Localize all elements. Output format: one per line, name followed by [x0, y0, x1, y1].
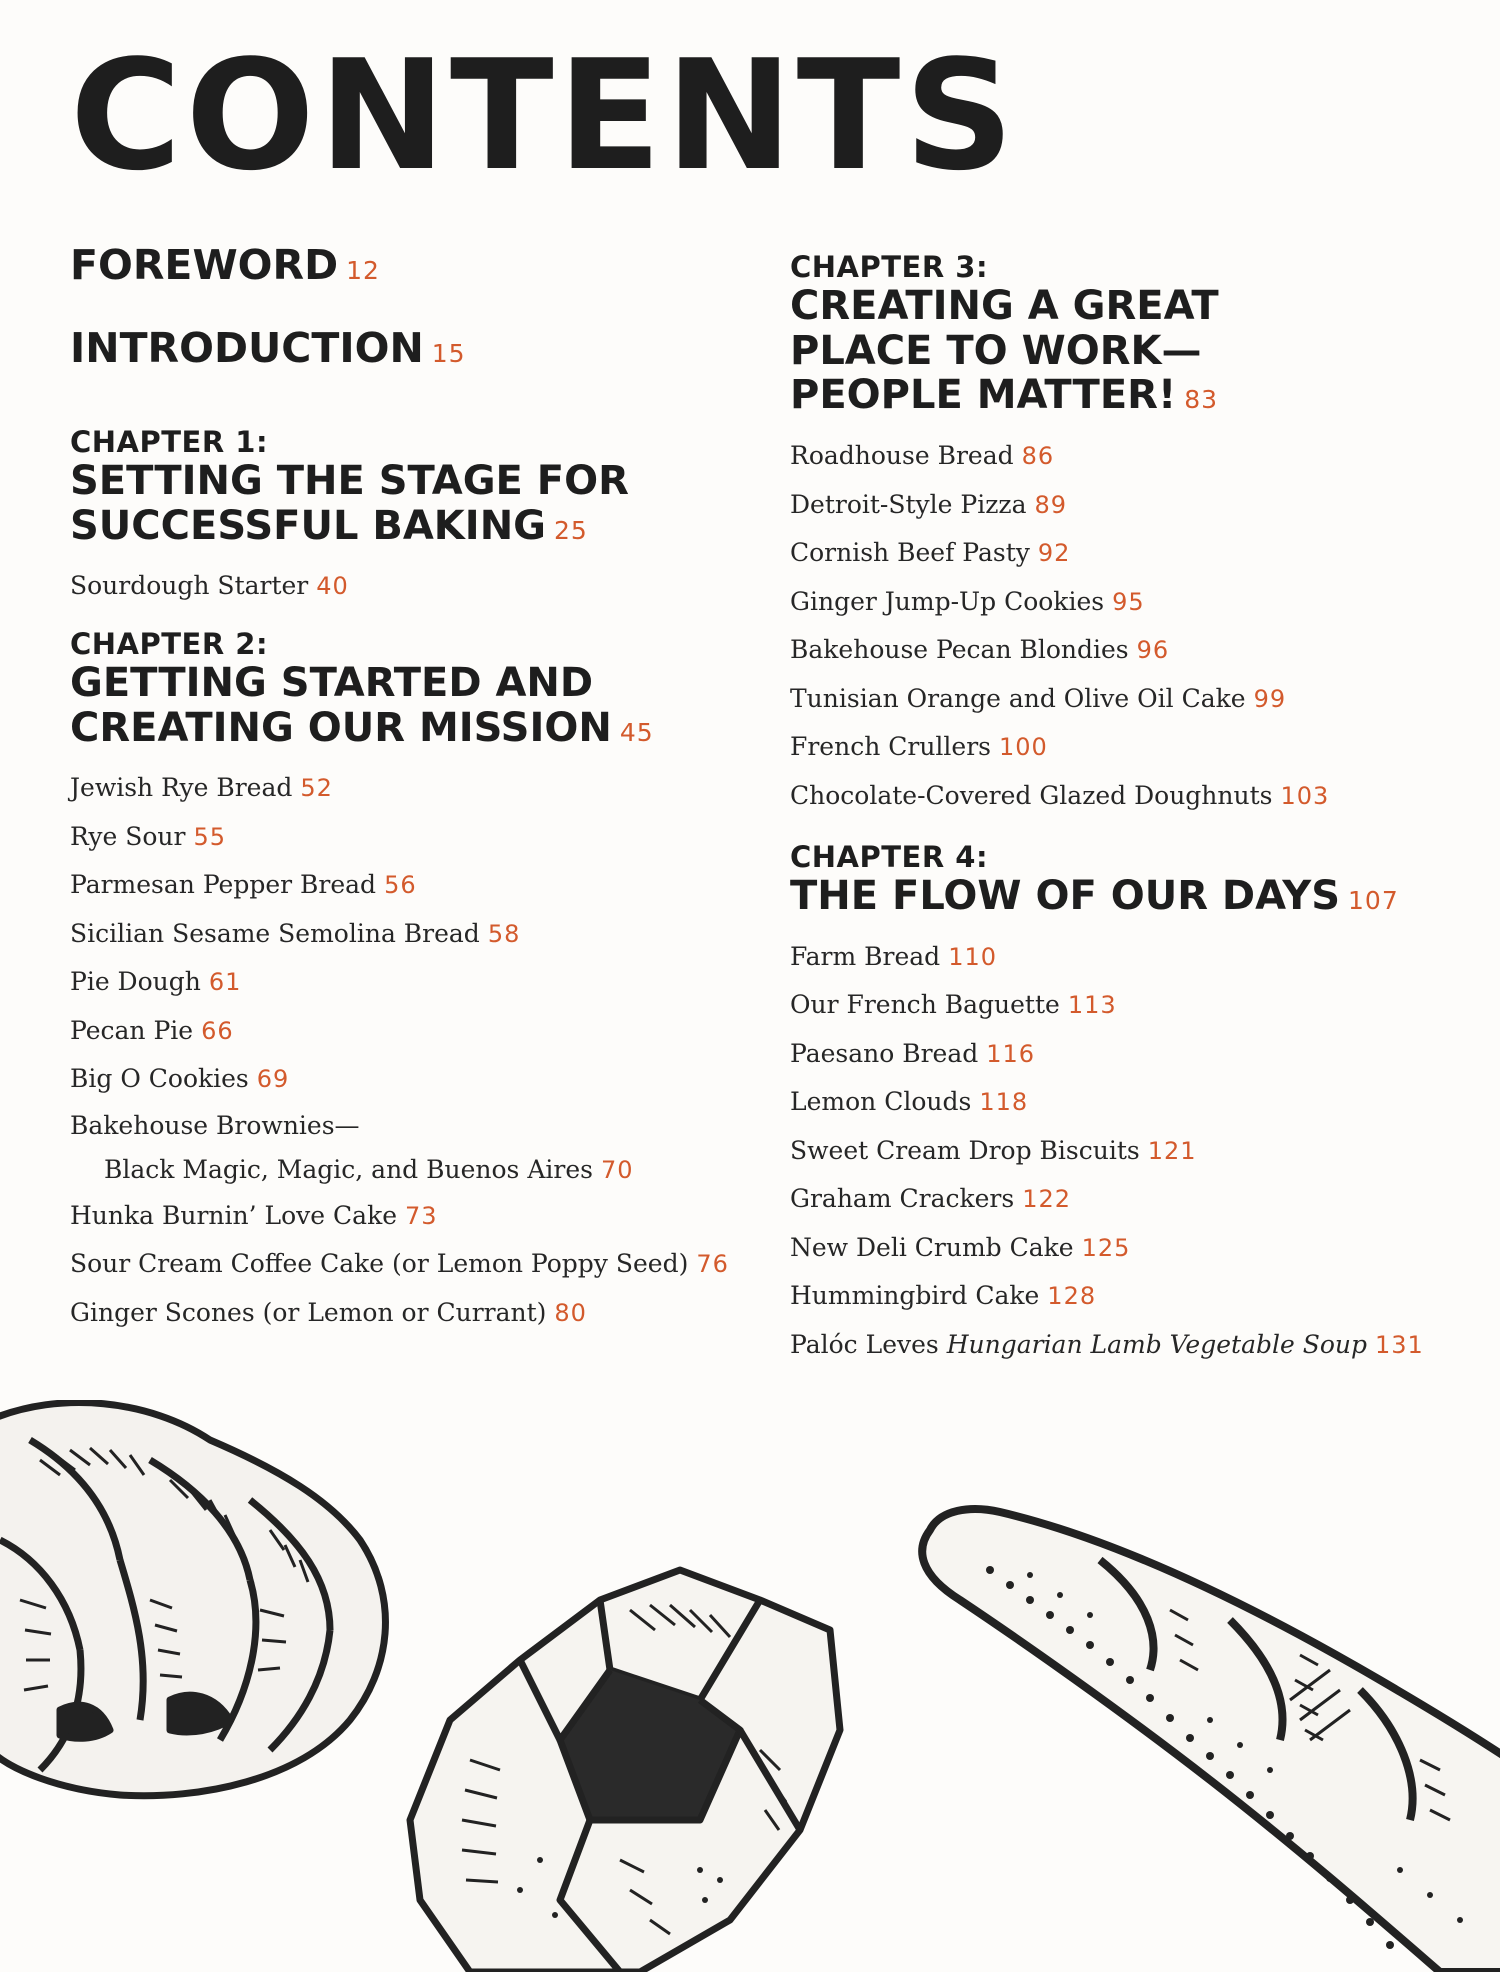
recipe-entry[interactable] — [70, 1192, 750, 1241]
page-number: 96 — [1136, 636, 1170, 665]
page-number: 116 — [986, 1039, 1036, 1068]
chapter-2-title[interactable] — [70, 661, 750, 751]
recipe-entry[interactable] — [70, 1007, 750, 1056]
chapter-3-title[interactable] — [790, 284, 1470, 418]
recipe-entry[interactable] — [70, 1055, 750, 1104]
recipe-name: Sicilian Sesame Semolina Bread — [70, 918, 480, 948]
foreword-label: FOREWORD — [70, 241, 339, 289]
chapter-title-line: SUCCESSFUL BAKING — [70, 502, 546, 549]
recipe-entry[interactable] — [70, 910, 750, 959]
chapter-title-line: SETTING THE STAGE FOR — [70, 457, 629, 504]
recipe-name: Rye Sour — [70, 821, 186, 851]
recipe-entry[interactable] — [70, 861, 750, 910]
page-number: 15 — [431, 339, 466, 368]
recipe-entry[interactable] — [790, 1224, 1470, 1273]
page-number: 122 — [1022, 1185, 1072, 1214]
chapter-title-line: GETTING STARTED AND — [70, 659, 594, 706]
chapter-4-title[interactable] — [790, 874, 1470, 919]
chapter-1-label: CHAPTER 1: — [70, 425, 269, 459]
recipe-entry[interactable] — [790, 981, 1470, 1030]
recipe-name: Hummingbird Cake — [790, 1281, 1040, 1311]
recipe-name: New Deli Crumb Cake — [790, 1232, 1074, 1262]
chapter-2-label: CHAPTER 2: — [70, 626, 269, 661]
page-number: 80 — [554, 1298, 587, 1327]
page-number: 70 — [600, 1155, 634, 1184]
introduction-label: INTRODUCTION — [70, 324, 424, 372]
recipe-entry[interactable] — [70, 813, 750, 862]
croissant-illustration — [0, 1403, 385, 1796]
chapter-title-line: THE FLOW OF OUR DAYS — [790, 873, 1341, 920]
page-number: 89 — [1034, 490, 1068, 519]
recipe-entry[interactable] — [790, 626, 1470, 675]
recipe-name: Sweet Cream Drop Biscuits — [790, 1135, 1140, 1165]
recipe-name: Hunka Burnin’ Love Cake — [70, 1200, 398, 1230]
recipe-name: Ginger Scones (or Lemon or Currant) — [70, 1297, 547, 1327]
page-number: 40 — [316, 572, 349, 601]
recipe-entry[interactable] — [70, 562, 750, 611]
recipe-name: French Crullers — [790, 732, 991, 762]
chapter-3-label: CHAPTER 3: — [790, 250, 989, 284]
baguette-illustration — [922, 1509, 1500, 1972]
recipe-entry[interactable] — [790, 1321, 1470, 1370]
toc-right-column — [790, 252, 1470, 1369]
recipe-entry[interactable] — [790, 1272, 1470, 1321]
page-number: 110 — [948, 942, 997, 971]
recipe-entry[interactable] — [70, 1240, 750, 1289]
page-number: 52 — [300, 774, 333, 803]
page-number: 107 — [1348, 886, 1399, 916]
page-number: 103 — [1280, 781, 1330, 810]
chapter-title-line: PEOPLE MATTER! — [790, 372, 1177, 419]
chapter-title-line: PLACE TO WORK— — [790, 327, 1202, 374]
chapter-2 — [70, 626, 750, 1337]
recipe-entry[interactable] — [70, 1104, 750, 1192]
recipe-name: Parmesan Pepper Bread — [70, 870, 377, 900]
recipe-entry[interactable] — [790, 933, 1470, 982]
recipe-entry[interactable] — [790, 772, 1470, 821]
recipe-list — [70, 764, 750, 1337]
recipe-name: Detroit-Style Pizza — [790, 489, 1027, 519]
recipe-entry[interactable] — [70, 1289, 750, 1338]
recipe-name: Pie Dough — [70, 967, 201, 997]
page-number: 61 — [208, 968, 242, 997]
page-number: 86 — [1021, 442, 1055, 471]
recipe-name: Tunisian Orange and Olive Oil Cake — [790, 683, 1246, 713]
recipe-name: Paesano Bread — [790, 1038, 979, 1068]
page-number: 121 — [1147, 1136, 1197, 1165]
recipe-list — [70, 562, 750, 611]
recipe-entry[interactable] — [70, 764, 750, 813]
page-number: 69 — [256, 1065, 290, 1094]
toc-entry-introduction[interactable] — [70, 324, 750, 372]
chapter-1 — [70, 427, 750, 611]
recipe-entry[interactable] — [790, 723, 1470, 772]
recipe-name: Our French Baguette — [790, 990, 1060, 1020]
toc-left-column — [70, 241, 750, 1337]
recipe-name: Big O Cookies — [70, 1064, 249, 1094]
page-number: 95 — [1112, 587, 1145, 616]
page-number: 45 — [619, 717, 654, 747]
bakery-illustrations — [0, 1400, 1500, 1972]
recipe-list — [790, 432, 1470, 820]
recipe-entry[interactable] — [790, 481, 1470, 530]
recipe-name: Jewish Rye Bread — [70, 773, 293, 803]
chapter-3 — [790, 252, 1470, 820]
recipe-name: Ginger Jump-Up Cookies — [790, 586, 1105, 616]
recipe-name: Bakehouse Pecan Blondies — [790, 635, 1129, 665]
recipe-entry[interactable] — [790, 1030, 1470, 1079]
recipe-name: Lemon Clouds — [790, 1087, 972, 1117]
recipe-name-continued: Black Magic, Magic, and Buenos Aires — [104, 1154, 593, 1184]
page-number: 73 — [405, 1201, 438, 1230]
page-number: 56 — [384, 871, 417, 900]
recipe-entry[interactable] — [790, 675, 1470, 724]
page-title: CONTENTS — [70, 27, 1018, 204]
recipe-name: Palóc Leves — [790, 1329, 939, 1359]
page-number: 58 — [487, 919, 521, 948]
recipe-entry[interactable] — [790, 1175, 1470, 1224]
page-number: 83 — [1184, 385, 1219, 415]
recipe-name-translation: Hungarian Lamb Vegetable Soup — [946, 1329, 1368, 1359]
chapter-title-line: CREATING A GREAT — [790, 282, 1219, 329]
recipe-name: Sour Cream Coffee Cake (or Lemon Poppy Seed) — [70, 1249, 689, 1279]
page-number: 55 — [193, 822, 227, 851]
page-number: 99 — [1253, 684, 1287, 713]
page-number: 66 — [201, 1016, 234, 1045]
recipe-name: Sourdough Starter — [70, 571, 309, 601]
recipe-entry[interactable] — [790, 1078, 1470, 1127]
recipe-entry[interactable] — [790, 432, 1470, 481]
toc-entry-foreword[interactable] — [70, 241, 750, 289]
page-number: 128 — [1047, 1282, 1097, 1311]
recipe-entry[interactable] — [790, 529, 1470, 578]
recipe-entry[interactable] — [70, 958, 750, 1007]
chapter-4 — [790, 842, 1470, 1369]
page-number: 125 — [1081, 1233, 1131, 1262]
recipe-name: Chocolate-Covered Glazed Doughnuts — [790, 780, 1273, 810]
chapter-4-label: CHAPTER 4: — [790, 840, 989, 875]
page-number: 76 — [696, 1250, 729, 1279]
chapter-title-line: CREATING OUR MISSION — [70, 704, 612, 751]
page-number: 118 — [979, 1088, 1029, 1117]
page-number: 92 — [1037, 539, 1071, 568]
recipe-name: Pecan Pie — [70, 1015, 194, 1045]
recipe-name: Bakehouse Brownies— — [70, 1110, 360, 1140]
page-number: 113 — [1067, 991, 1117, 1020]
recipe-entry[interactable] — [790, 1127, 1470, 1176]
recipe-name: Cornish Beef Pasty — [790, 538, 1030, 568]
recipe-name: Graham Crackers — [790, 1184, 1015, 1214]
recipe-list — [790, 933, 1470, 1370]
page-number: 131 — [1375, 1330, 1424, 1359]
page-number: 12 — [346, 256, 380, 285]
chapter-1-title[interactable] — [70, 459, 750, 549]
brownie-illustration — [410, 1570, 840, 1972]
recipe-entry[interactable] — [790, 578, 1470, 627]
recipe-name: Farm Bread — [790, 941, 941, 971]
page-number: 25 — [554, 515, 588, 545]
page-number: 100 — [999, 733, 1048, 762]
recipe-name: Roadhouse Bread — [790, 441, 1014, 471]
